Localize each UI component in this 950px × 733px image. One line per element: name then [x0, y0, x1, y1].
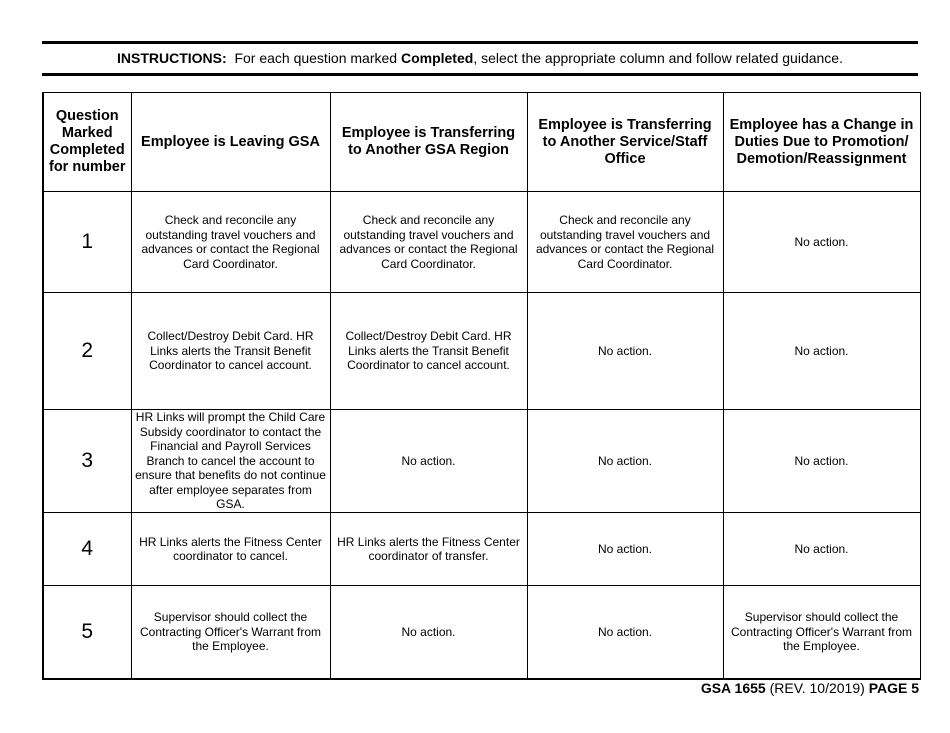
top-rule — [42, 41, 918, 44]
cell-transfer-region: HR Links alerts the Fitness Center coordinator of transfer. — [330, 513, 527, 586]
row-number: 2 — [43, 293, 131, 410]
header-row — [43, 93, 920, 192]
cell-transfer-office: Check and reconcile any outstanding travel vouchers and advances or contact the Regional Card Coordinator. — [527, 192, 723, 293]
cell-transfer-region: No action. — [330, 410, 527, 513]
cell-transfer-office: No action. — [527, 410, 723, 513]
row-number: 3 — [43, 410, 131, 513]
header-transfer-office: Employee is Transferring to Another Service/Staff Office — [527, 93, 723, 192]
table-row — [43, 410, 920, 513]
cell-transfer-region: No action. — [330, 586, 527, 679]
cell-transfer-office: No action. — [527, 513, 723, 586]
cell-change-duties: No action. — [723, 513, 920, 586]
table-row — [43, 586, 920, 679]
header-transfer-region: Employee is Transferring to Another GSA Region — [330, 93, 527, 192]
cell-leaving-gsa: Supervisor should collect the Contracting Officer's Warrant from the Employee. — [131, 586, 330, 679]
table-row — [43, 293, 920, 410]
row-number: 4 — [43, 513, 131, 586]
middle-rule — [42, 73, 918, 76]
cell-leaving-gsa: Check and reconcile any outstanding travel vouchers and advances or contact the Regional Card Coordinator. — [131, 192, 330, 293]
cell-change-duties: Supervisor should collect the Contracting Officer's Warrant from the Employee. — [723, 586, 920, 679]
header-leaving-gsa: Employee is Leaving GSA — [131, 93, 330, 192]
cell-change-duties: No action. — [723, 192, 920, 293]
cell-transfer-office: No action. — [527, 586, 723, 679]
header-question-number: Question Marked Completed for number — [43, 93, 131, 192]
instructions-emphasis: Completed — [400, 50, 474, 66]
cell-transfer-region: Check and reconcile any outstanding travel vouchers and advances or contact the Regional Card Coordinator. — [330, 192, 527, 293]
header-change-duties: Employee has a Change in Duties Due to Promotion/ Demotion/Reassignment — [723, 93, 920, 192]
row-number: 5 — [43, 586, 131, 679]
instructions-label: INSTRUCTIONS: — [116, 50, 227, 66]
form-number: GSA 1655 — [700, 680, 766, 696]
form-footer — [701, 680, 919, 696]
cell-change-duties: No action. — [723, 410, 920, 513]
guidance-table — [42, 92, 921, 680]
instructions-text-after: , select the appropriate column and follow related guidance. — [473, 50, 843, 66]
cell-change-duties: No action. — [723, 293, 920, 410]
cell-leaving-gsa: Collect/Destroy Debit Card. HR Links alerts the Transit Benefit Coordinator to cancel account. — [131, 293, 330, 410]
cell-leaving-gsa: HR Links will prompt the Child Care Subsidy coordinator to contact the Financial and Payroll Services Branch to cancel the account to ensure that benefits do not continue after employee separates from GSA. — [131, 410, 330, 513]
table-row — [43, 192, 920, 293]
table-row — [43, 513, 920, 586]
cell-transfer-region: Collect/Destroy Debit Card. HR Links alerts the Transit Benefit Coordinator to cancel account. — [330, 293, 527, 410]
row-number: 1 — [43, 192, 131, 293]
form-revision: (REV. 10/2019) — [769, 680, 865, 696]
instructions-line — [42, 50, 918, 66]
instructions-text-before: For each question marked — [234, 50, 398, 66]
cell-transfer-office: No action. — [527, 293, 723, 410]
page-number: PAGE 5 — [868, 680, 919, 696]
cell-leaving-gsa: HR Links alerts the Fitness Center coordinator to cancel. — [131, 513, 330, 586]
